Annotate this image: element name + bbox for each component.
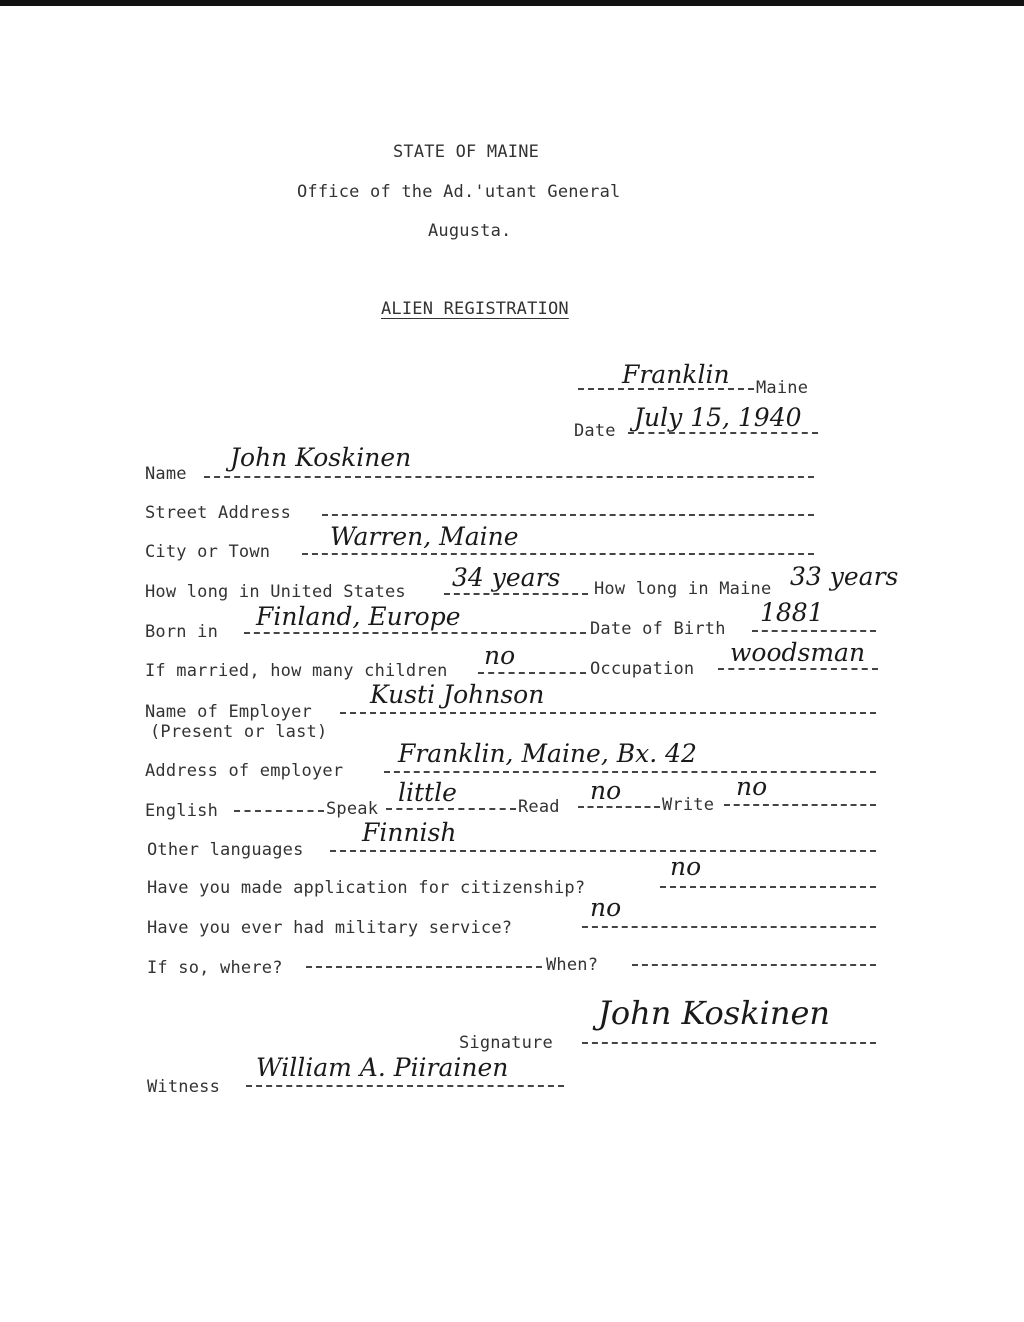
signature-value: John Koskinen	[598, 994, 830, 1032]
signature-label: Signature	[459, 1033, 553, 1053]
speak-value: little	[398, 778, 457, 807]
other-lang-value: Finnish	[362, 818, 457, 847]
employer-value: Kusti Johnson	[370, 680, 545, 709]
born-label: Born in	[145, 622, 219, 642]
form-title: ALIEN REGISTRATION	[381, 299, 569, 319]
occupation-value: woodsman	[730, 638, 866, 667]
occupation-line	[718, 668, 878, 670]
military-value: no	[590, 893, 622, 922]
name-line	[204, 476, 814, 478]
place-value: Franklin	[622, 360, 730, 389]
when-label: When?	[546, 955, 599, 975]
english-line	[234, 810, 324, 812]
where-label: If so, where?	[147, 958, 283, 978]
employer-label: Name of Employer	[145, 702, 312, 722]
read-label: Read	[518, 797, 560, 817]
other-lang-line	[330, 850, 876, 852]
us-years-label: How long in United States	[145, 582, 406, 602]
scan-top-edge	[0, 0, 1024, 6]
employer-sublabel: (Present or last)	[150, 722, 328, 742]
read-value: no	[590, 776, 622, 805]
date-line	[628, 432, 818, 434]
children-value: no	[484, 641, 516, 670]
name-label: Name	[145, 464, 187, 484]
employer-address-line	[384, 771, 876, 773]
date-value: July 15, 1940	[634, 403, 802, 432]
citizenship-line	[660, 886, 876, 888]
write-value: no	[736, 772, 768, 801]
witness-line	[246, 1085, 564, 1087]
dob-label: Date of Birth	[590, 619, 726, 639]
city-heading: Augusta.	[428, 221, 512, 241]
witness-label: Witness	[147, 1077, 221, 1097]
children-label: If married, how many children	[145, 661, 448, 681]
speak-line	[386, 808, 516, 810]
office-heading: Office of the Ad.'utant General	[297, 182, 621, 202]
write-line	[724, 804, 876, 806]
city-line	[302, 553, 814, 555]
military-line	[582, 926, 876, 928]
where-line	[306, 966, 542, 968]
dob-value: 1881	[760, 598, 824, 627]
when-line	[632, 964, 876, 966]
date-label: Date	[574, 421, 616, 441]
name-value: John Koskinen	[230, 443, 412, 472]
children-line	[478, 672, 586, 674]
witness-value: William A. Piirainen	[256, 1053, 509, 1082]
employer-address-value: Franklin, Maine, Bx. 42	[398, 739, 697, 768]
born-line	[244, 632, 586, 634]
citizenship-label: Have you made application for citizenship?	[147, 878, 586, 898]
signature-line	[582, 1042, 876, 1044]
us-years-line	[444, 593, 588, 595]
born-value: Finland, Europe	[256, 602, 461, 631]
citizenship-value: no	[670, 852, 702, 881]
street-line	[322, 514, 814, 516]
other-lang-label: Other languages	[147, 840, 304, 860]
occupation-label: Occupation	[590, 659, 695, 679]
street-label: Street Address	[145, 503, 292, 523]
write-label: Write	[662, 795, 715, 815]
dob-line	[752, 630, 876, 632]
employer-line	[340, 712, 876, 714]
us-years-value: 34 years	[452, 563, 561, 592]
state-heading: STATE OF MAINE	[393, 142, 540, 162]
city-value: Warren, Maine	[330, 522, 519, 551]
military-label: Have you ever had military service?	[147, 918, 513, 938]
city-label: City or Town	[145, 542, 271, 562]
english-label: English	[145, 801, 219, 821]
place-suffix: Maine	[756, 378, 809, 398]
speak-label: Speak	[326, 799, 379, 819]
maine-years-label: How long in Maine	[594, 579, 772, 599]
employer-address-label: Address of employer	[145, 761, 344, 781]
read-line	[578, 806, 660, 808]
maine-years-value: 33 years	[790, 562, 899, 591]
